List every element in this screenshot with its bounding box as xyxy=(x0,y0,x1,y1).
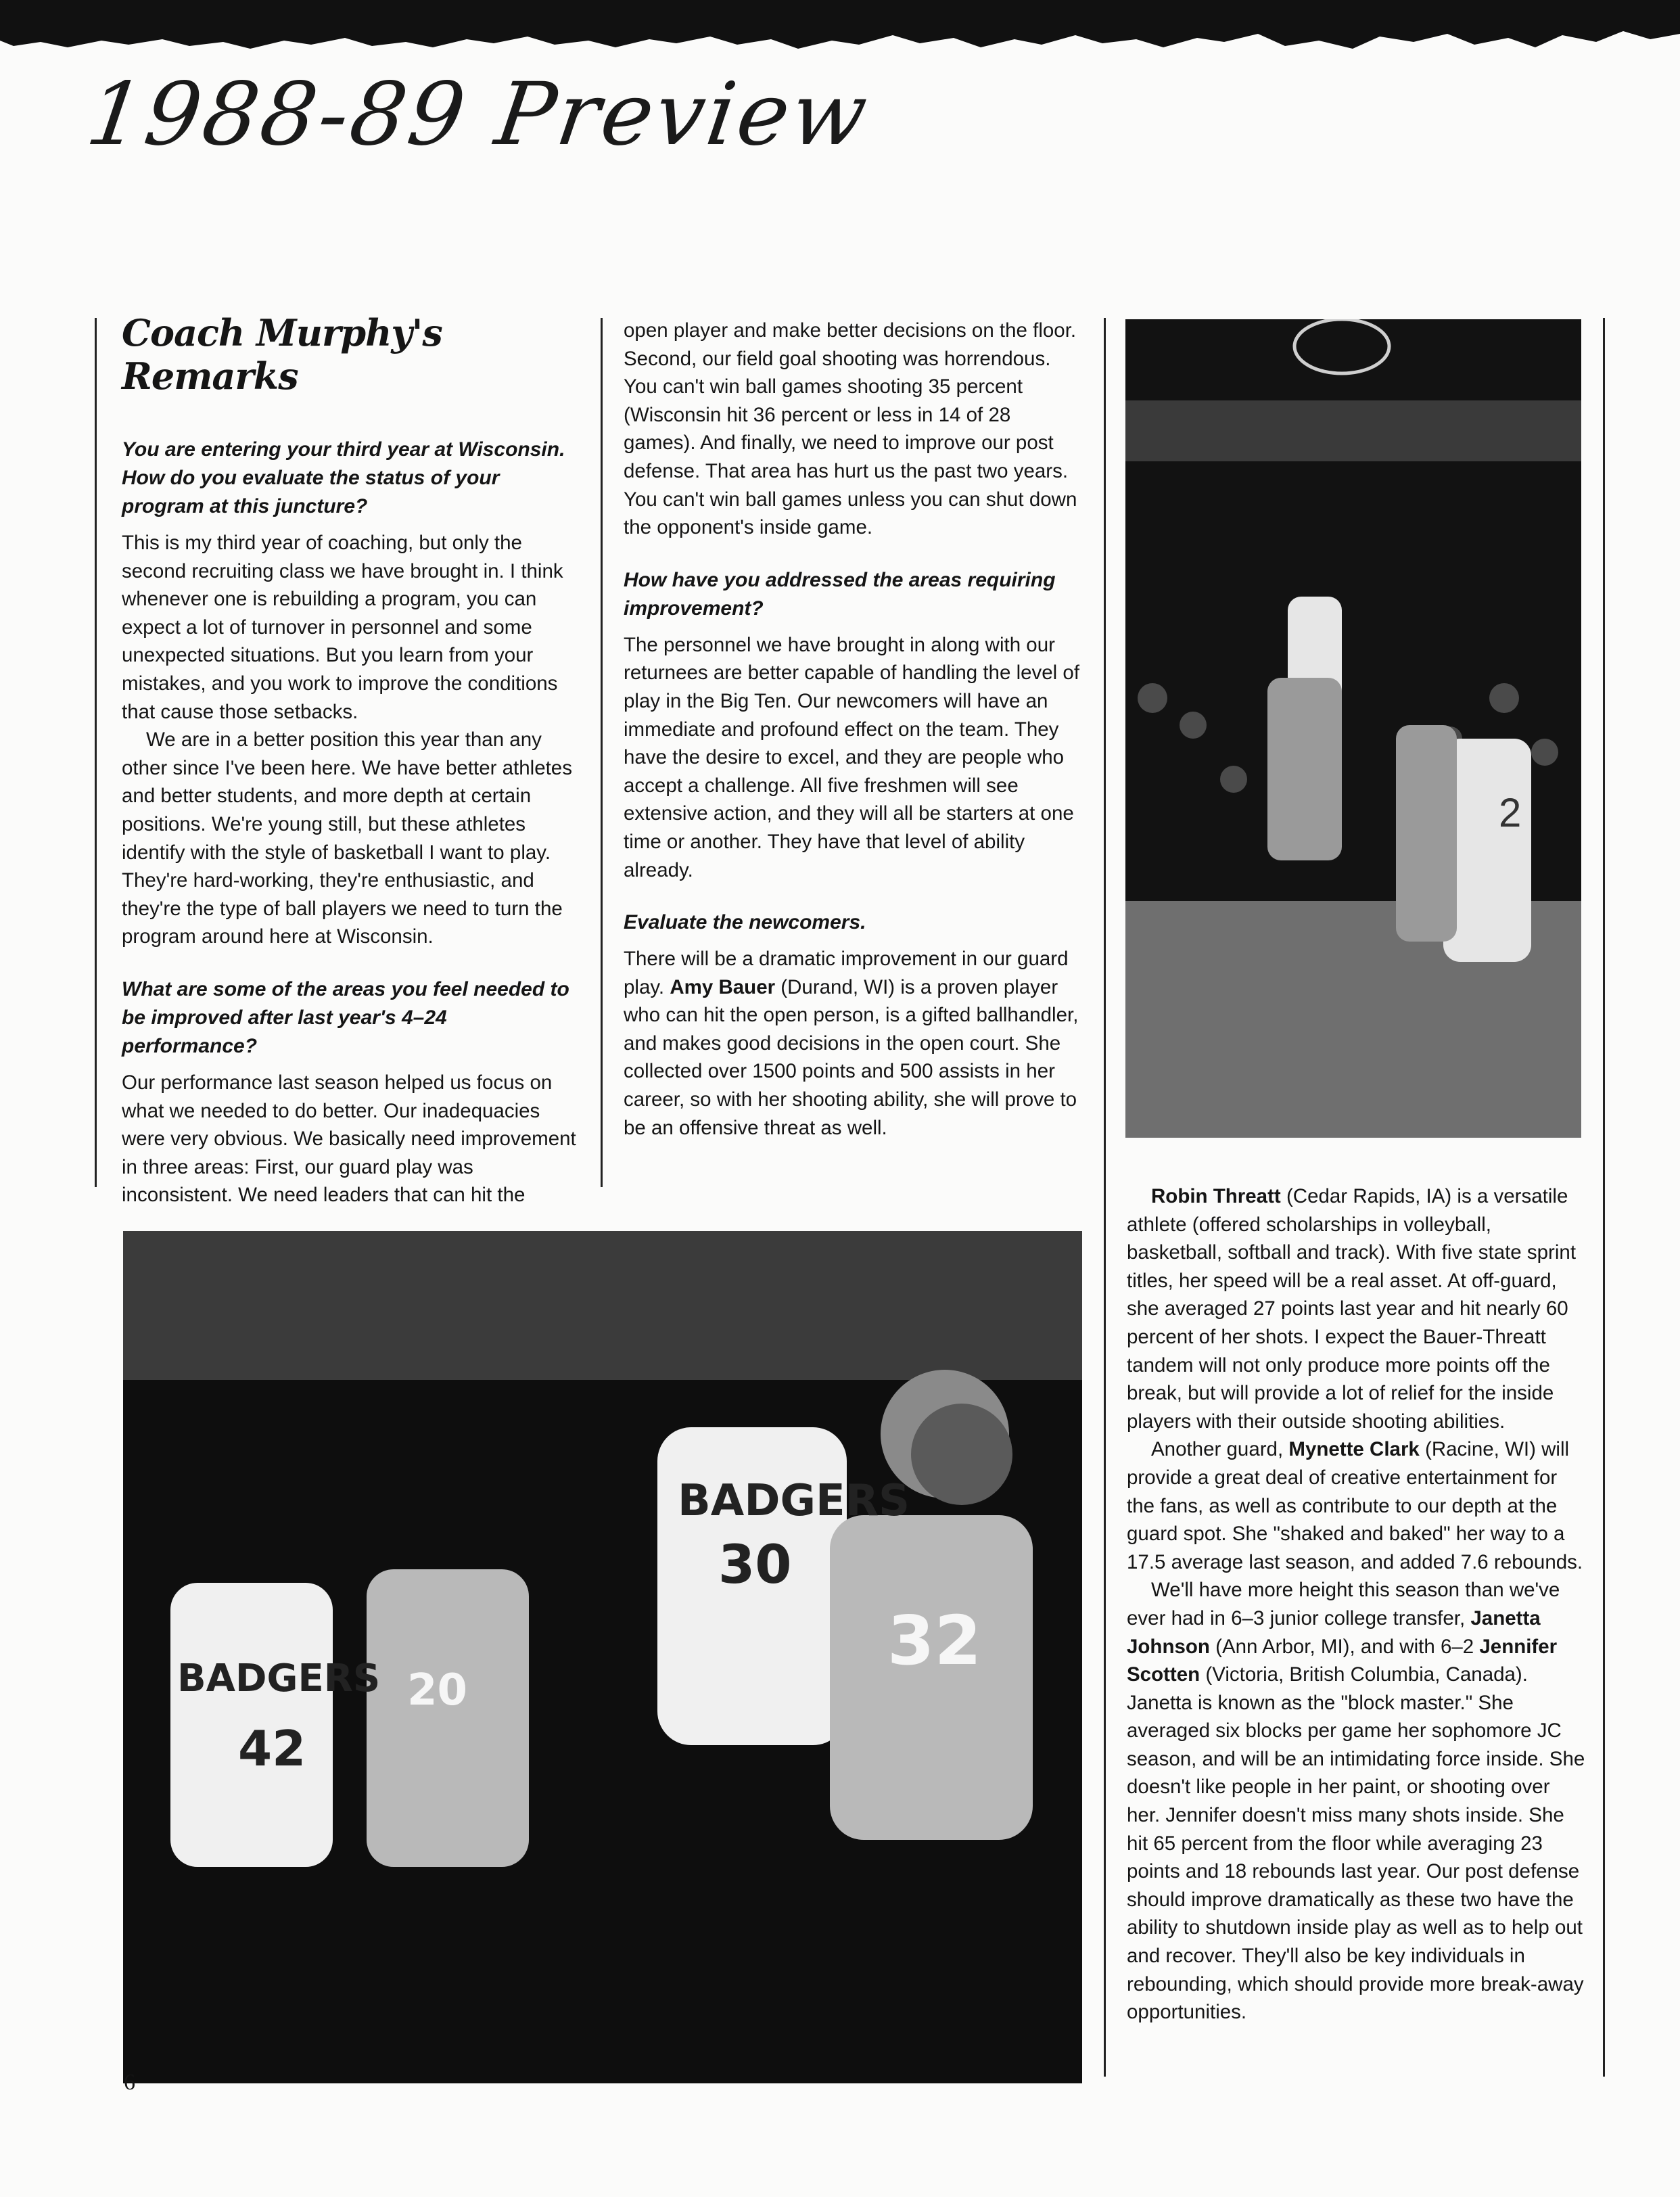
player-name: Mynette Clark xyxy=(1288,1438,1420,1461)
article-column-3 xyxy=(1127,1182,1587,2027)
photo-rebound xyxy=(1125,319,1581,1138)
player-name: Amy Bauer xyxy=(670,975,776,998)
photo-jersey-number: 30 xyxy=(718,1535,792,1596)
article-column-1 xyxy=(122,311,582,1209)
column-rule-right-b xyxy=(1603,318,1605,2077)
column-rule-middle xyxy=(601,318,603,1187)
photo-defense xyxy=(123,1231,1082,2083)
answer-paragraph: Robin Threatt (Cedar Rapids, IA) is a versatile athlete (offered scholarships in volleyball, basketball, softball and track). With five state sprint titles, her speed will be a real asset. At off-guard, she averaged 27 points last year and hit nearly 60 percent of her shots. I expect the Bauer-Threatt tandem will not only produce more points off the break, but will provide a lot of relief for the inside players with their outside shooting abilities. xyxy=(1127,1185,1577,1433)
answer-paragraph: Our performance last season helped us focus on what we needed to do better. Our inadequacies were very obvious. We basically need improvement in three areas: First, our guard play was inconsistent. We need leaders that can hit the xyxy=(122,1071,576,1207)
player-name: Jennifer Scotten xyxy=(1127,1635,1558,1686)
player-name: Robin Threatt xyxy=(1151,1185,1281,1207)
answer-paragraph: open player and make better decisions on the floor. Second, our field goal shooting was horrendous. You can't win ball games shooting 35 percent (Wisconsin hit 36 percent or less in 14 of 28 games). And finally, we need to improve our post defense. That area has hurt us the past two years. You can't win ball games unless you can shut down the opponent's inside game. xyxy=(624,319,1077,539)
page-title: 1988-89 Preview xyxy=(80,64,876,165)
interview-question: You are entering your third year at Wisconsin. How do you evaluate the status of your program at this juncture? xyxy=(122,438,565,517)
article-column-2 xyxy=(624,317,1083,1142)
player-name: Janetta Johnson xyxy=(1127,1606,1541,1658)
photo-jersey-number: 32 xyxy=(887,1601,982,1680)
photo-jersey-text: BADGERS xyxy=(177,1657,381,1701)
section-heading: Coach Murphy's Remarks xyxy=(122,311,442,398)
photo-jersey-number: 42 xyxy=(238,1720,306,1777)
answer-paragraph: We are in a better position this year than any other since I've been here. We have better athletes and better students, and more depth at certain positions. We're young still, but these athletes identify with the style of basketball I want to play. They're hard-working, they're enthusiastic, and they're the type of ball players we need to turn the program around here at Wisconsin. xyxy=(122,729,572,948)
photo-jersey-number: 2 xyxy=(1499,790,1522,835)
column-rule-left xyxy=(95,318,97,1187)
interview-question: How have you addressed the areas requiring improvement? xyxy=(624,568,1056,620)
answer-paragraph: We'll have more height this season than we've ever had in 6–3 junior college transfer, Janetta Johnson (Ann Arbor, MI), and with 6–2 Jennifer Scotten (Victoria, British Columbia, Canada). Janetta is known as the "block master." She averaged six blocks per game her sophomore JC season, and will be an intimidating force inside. She doesn't like people in her paint, or shooting over her. Jennifer doesn't miss many shots inside. She hit 65 percent from the floor while averaging 23 points and 18 rebounds last year. Our post defense should improve dramatically as these two have the ability to shutdown inside play as well as to help out and recover. They'll also be key individuals in rebounding, which should provide more break-away opportunities. xyxy=(1127,1579,1585,2024)
page-number: 6 xyxy=(124,2070,135,2095)
answer-paragraph: This is my third year of coaching, but only the second recruiting class we have brought in. I think whenever one is rebuilding a program, you can expect a lot of turnover in personnel and some unexpected situations. But you learn from your mistakes, and you work to improve the conditions that cause those setbacks. xyxy=(122,532,563,723)
interview-question: What are some of the areas you feel needed to be improved after last year's 4–24 performance? xyxy=(122,977,569,1057)
answer-paragraph: Another guard, Mynette Clark (Racine, WI) will provide a great deal of creative entertainment for the fans, as well as contribute to our depth at the guard spot. She "shaked and baked" her way to a 17.5 average last season, and added 7.6 rebounds. xyxy=(1127,1438,1583,1573)
torn-paper-edge xyxy=(0,0,1680,64)
column-rule-right-a xyxy=(1104,318,1106,2077)
photo-jersey-text: BADGERS xyxy=(678,1476,910,1526)
interview-question: Evaluate the newcomers. xyxy=(624,911,866,934)
photo-jersey-number: 20 xyxy=(407,1665,468,1715)
answer-paragraph: There will be a dramatic improvement in our guard play. Amy Bauer (Durand, WI) is a proven player who can hit the open person, is a gifted ballhandler, and makes good decisions in the open court. She collected over 1500 points and 500 assists in her career, so with her shooting ability, she will prove to be an offensive threat as well. xyxy=(624,948,1079,1139)
answer-paragraph: The personnel we have brought in along with our returnees are better capable of handling the level of play in the Big Ten. Our newcomers will have an immediate and profound effect on the team. They have the desire to excel, and they are people who accept a challenge. All five freshmen will see extensive action, and they will all be starters at one time or another. They have that level of ability already. xyxy=(624,633,1080,881)
